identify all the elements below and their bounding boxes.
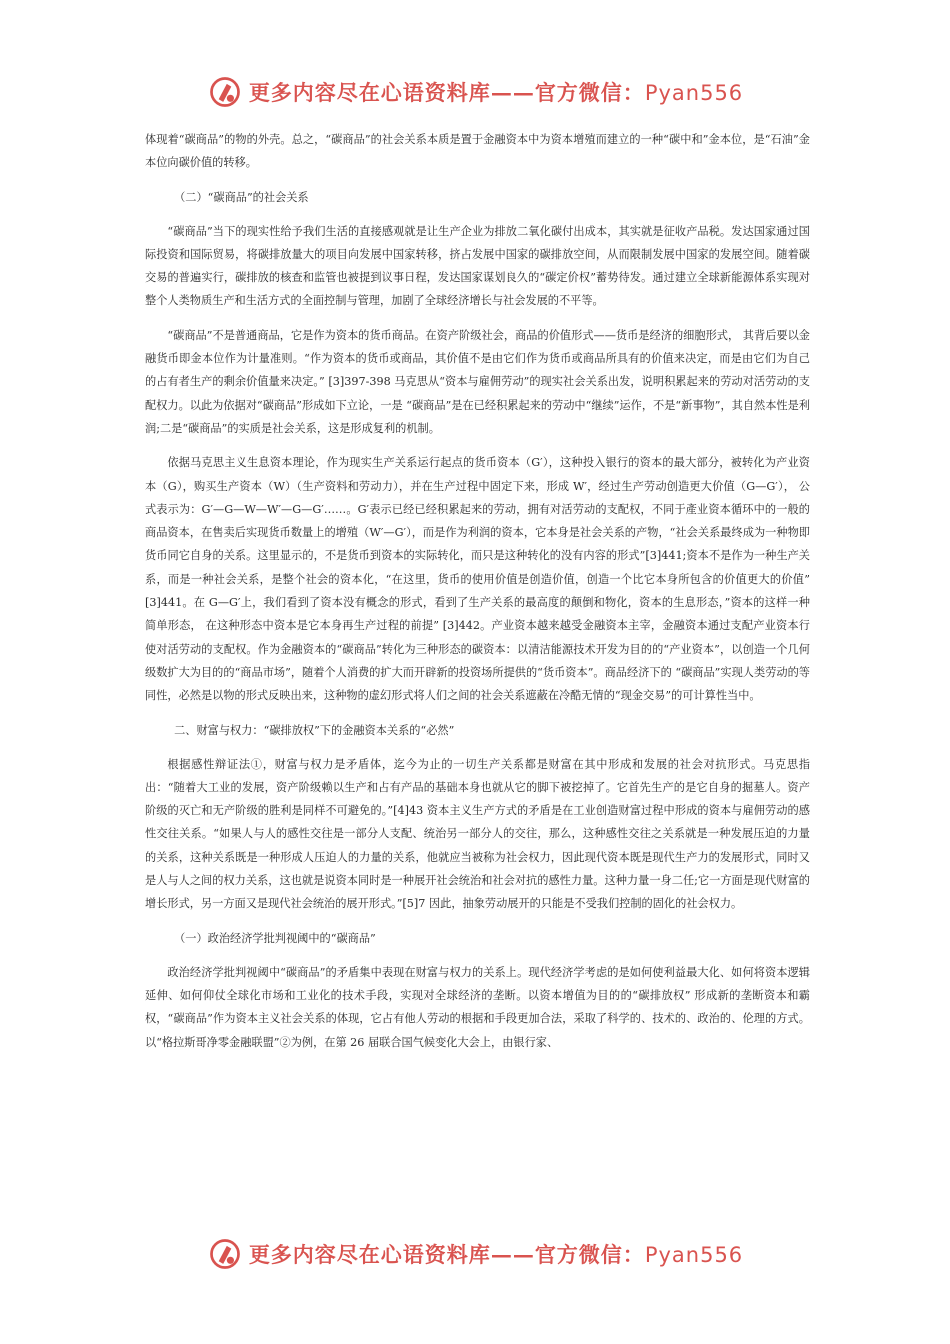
watermark-banner-top [0, 70, 950, 114]
section-heading: （二）“碳商品”的社会关系 [174, 190, 309, 204]
banner-text: 更多内容尽在心语资料库——官方微信：Pyan556 [248, 80, 744, 105]
body-paragraph: “碳商品”当下的现实性给予我们生活的直接感观就是让生产企业为排放二氧化碳付出成本，其实就是征收产品税。发达国家通过国际投资和国际贸易，将碳排放量大的项目向发展中国家转移，挤占发展中国家的碳排放空间，从而限制发展中国家的发展空间。随着碳交易的普遍实行，碳排放的核查和监管也被提到议事日程，发达国家谋划良久的“碳定价权”蓄势待发。通过建立全球新能源体系实现对整个人类物质生产和生活方式的全面控制与管理，加剧了全球经济增长与社会发展的不平等。 [145, 224, 810, 308]
banner-text: 更多内容尽在心语资料库——官方微信：Pyan556 [248, 1242, 744, 1267]
body-paragraph: 体现着“碳商品”的物的外壳。总之，“碳商品”的社会关系本质是置于金融资本中为资本增殖而建立的一种“碳中和”金本位，是“石油”金本位向碳价值的转移。 [145, 133, 810, 170]
document-body [145, 128, 810, 1065]
watermark-banner-bottom [0, 1232, 950, 1276]
body-paragraph: 依据马克思主义生息资本理论，作为现实生产关系运行起点的货币资本（G′），这种投入银行的资本的最大部分，被转化为产业资本（G），购买生产资本（W）（生产资料和劳动力），并在生产过程中固定下来，形成 W′，经过生产劳动创造更大价值（G—G′）， 公式表示为：G′—G—W—W′—G—G′……。G′表示已经已经积累起来的劳动，拥有对活劳动的支配权，不同于產业资本循环中的一般的商品资本，在售卖后实现货币数量上的增殖（W′—G′），而是作为利润的资本，它本身是社会关系的产物，“社会关系最终成为一种物即货币同它自身的关系。这里显示的，不是货币到资本的实际转化，而只是这种转化的没有内容的形式”[3]441;资本不是作为一种生产关系，而是一种社会关系，是整个社会的资本化，“在这里，货币的使用价值是创造价值，创造一个比它本身所包含的价值更大的价值” [3]441。在 G—G′上，我们看到了资本没有概念的形式，看到了生产关系的最高度的颠倒和物化，资本的生息形态，”资本的这样一种简单形态， 在这种形态中资本是它本身再生产过程的前提” [3]442。产业资本越来越受金融资本主宰，金融资本通过支配产业资本行使对活劳动的支配权。作为金融资本的“碳商品”转化为三种形态的碳资本：以清洁能源技术开发为目的的“产业资本”，以创造一个几何级数扩大为目的的“商品市场”，随着个人消费的扩大而开辟新的投资场所提供的“货币资本”。商品经济下的 “碳商品”实现人类劳动的等同性，必然是以物的形式反映出来，这种物的虚幻形式将人们之间的社会关系遮蔽在冷酷无情的“现金交易”的可计算性当中。 [145, 456, 810, 703]
body-paragraph: 根据感性辩证法①，财富与权力是矛盾体，迄今为止的一切生产关系都是财富在其中形成和发展的社会对抗形式。马克思指出：“随着大工业的发展，资产阶级赖以生产和占有产品的基础本身也就从它的脚下被挖掉了。它首先生产的是它自身的掘墓人。资产阶级的灭亡和无产阶级的胜利是同样不可避免的。”[4]43 资本主义生产方式的矛盾是在工业创造财富过程中形成的资本与雇佣劳动的感性交往关系。“如果人与人的感性交往是一部分人支配、统治另一部分人的交往，那么，这种感性交往之关系就是一种发展压迫的力量的关系，这种关系既是一种形成人压迫人的力量的关系，他就应当被称为社会权力，因此现代资本既是现代生产力的发展形式，同时又是人与人之间的权力关系，这也就是说资本同时是一种展开社会统治和社会对抗的感性力量。这种力量一身二任;它一方面是现代财富的增长形式，另一方面又是现代社会统治的展开形式。”[5]7 因此，抽象劳动展开的只能是不受我们控制的固化的社会权力。 [145, 757, 810, 911]
section-heading: （一）政治经济学批判视阈中的“碳商品” [174, 931, 376, 945]
body-paragraph: “碳商品”不是普通商品，它是作为资本的货币商品。在资产阶级社会，商品的价值形式——货币是经济的细胞形式， 其背后要以金融货币即金本位作为计量准则。“作为资本的货币或商品，其价值不是由它们作为货币或商品所具有的价值来决定，而是由它们为自己的占有者生产的剩余价值量来决定。” [3]397-398 马克思从“资本与雇佣劳动”的现实社会关系出发，说明积累起来的劳动对活劳动的支配权力。以此为依据对“碳商品”形成如下立论，一是 “碳商品”是在已经积累起来的劳动中“继续”运作，不是“新事物”，其自然本性是利润;二是“碳商品”的实质是社会关系，这是形成复利的机制。 [145, 328, 810, 435]
body-paragraph: 政治经济学批判视阈中“碳商品”的矛盾集中表现在财富与权力的关系上。现代经济学考虑的是如何使利益最大化、如何将资本逻辑延伸、如何仰仗全球化市场和工业化的技术手段，实现对全球经济的垄断。以资本增值为目的的“碳排放权” 形成新的垄断资本和霸权，“碳商品”作为资本主义社会关系的体现，它占有他人劳动的根据和手段更加合法，采取了科学的、技术的、政治的、伦理的方式。以“格拉斯哥净零金融联盟”②为例，在第 26 届联合国气候变化大会上，由银行家、 [145, 965, 810, 1049]
brand-logo-icon [207, 74, 243, 110]
brand-logo-icon [207, 1236, 243, 1272]
section-heading: 二、财富与权力：“碳排放权”下的金融资本关系的“必然” [174, 723, 455, 737]
